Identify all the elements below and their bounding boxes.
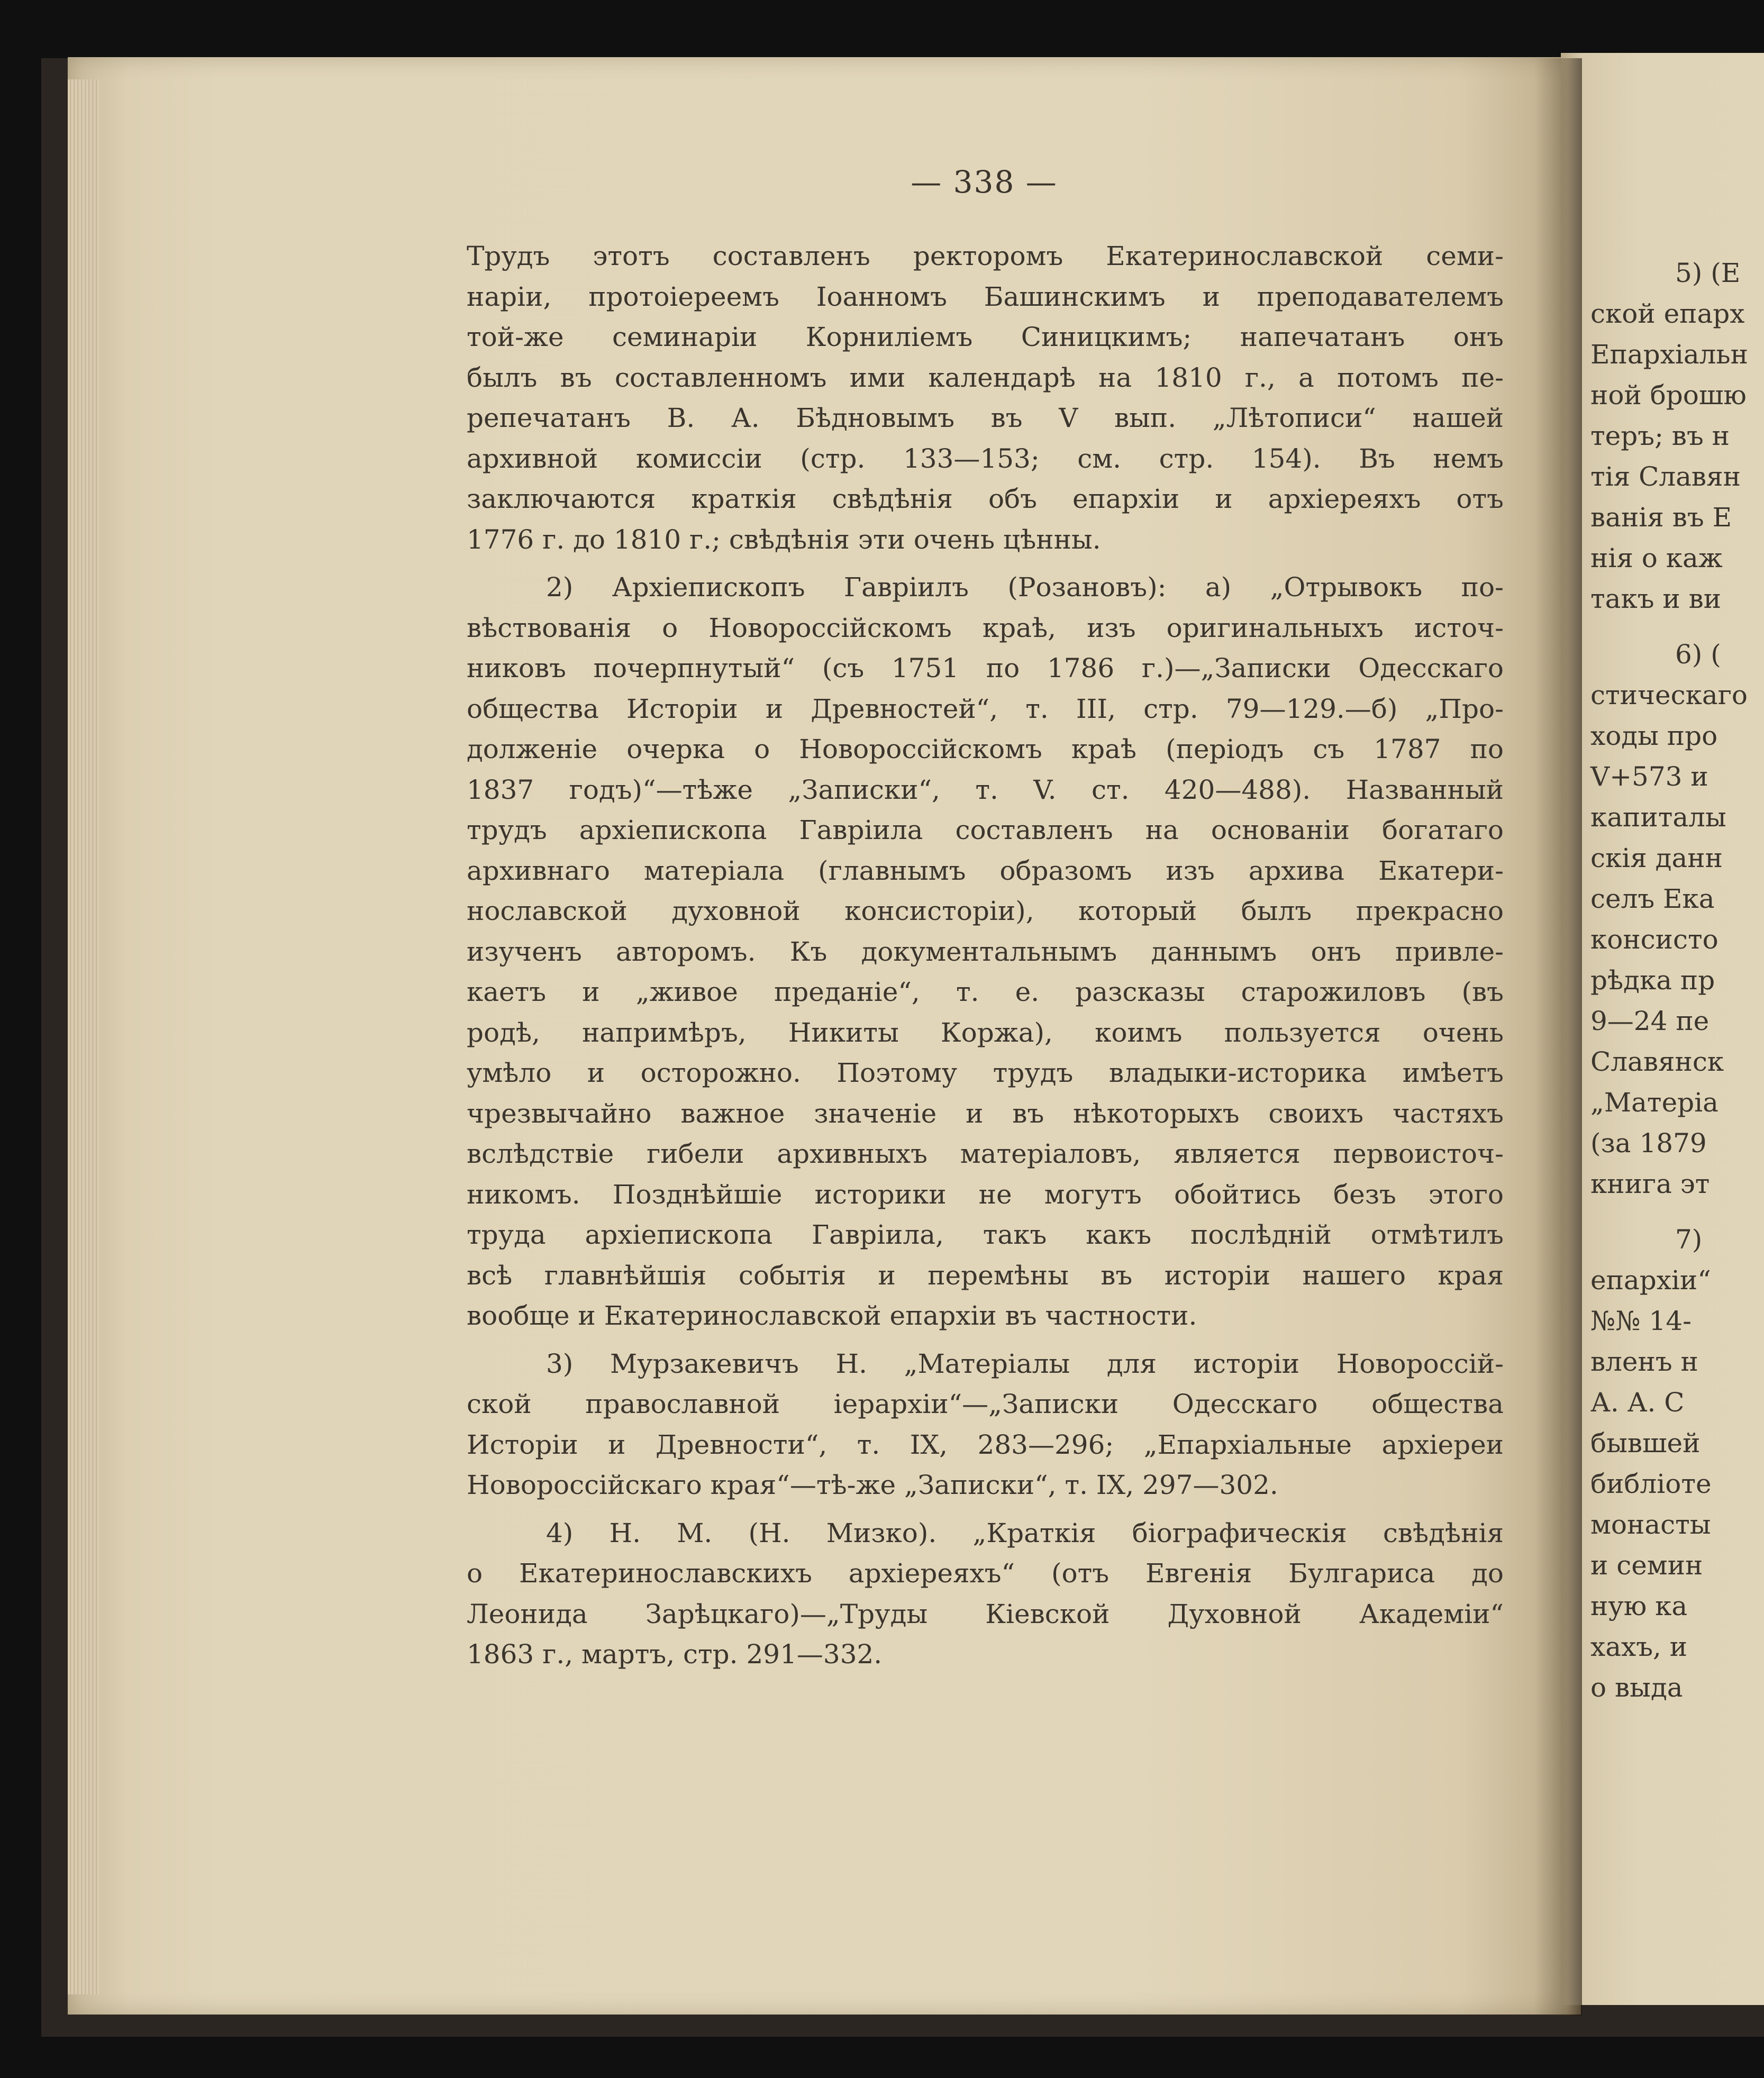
right-line: ной брошю — [1590, 380, 1747, 411]
right-line: бывшей — [1590, 1428, 1701, 1459]
text-line: былъ въ составленномъ ими календарѣ на 1810 г., а потомъ пе- — [467, 362, 1504, 393]
right-line: вленъ н — [1590, 1346, 1698, 1377]
right-line: А. А. С — [1590, 1387, 1685, 1418]
text-line: труда архіепископа Гавріила, такъ какъ послѣдній отмѣтилъ — [467, 1219, 1504, 1250]
text-line: вслѣдствіе гибели архивныхъ матеріаловъ, является первоисточ- — [467, 1138, 1504, 1169]
right-line: хахъ, и — [1590, 1632, 1688, 1662]
right-line: Епархіальн — [1590, 339, 1748, 370]
text-line: чрезвычайно важное значеніе и въ нѣкоторыхъ своихъ частяхъ — [467, 1098, 1504, 1129]
text-line: долженіе очерка о Новороссійскомъ краѣ (періодъ съ 1787 по — [467, 734, 1504, 764]
right-line: капиталы — [1590, 802, 1726, 833]
right-line: Славянск — [1590, 1046, 1724, 1077]
text-line: Исторіи и Древности“, т. IX, 283—296; „Епархіальные архіереи — [467, 1429, 1504, 1460]
right-line: 9—24 пе — [1590, 1006, 1710, 1036]
main-text — [467, 236, 1504, 1675]
text-line: каетъ и „живое преданіе“, т. е. разсказы старожиловъ (въ — [467, 977, 1504, 1007]
text-line: 1863 г., мартъ, стр. 291—332. — [467, 1639, 883, 1670]
text-line: Новороссійскаго края“—тѣ-же „Записки“, т. IX, 297—302. — [467, 1470, 1278, 1500]
right-line: „Матеріа — [1590, 1087, 1718, 1118]
text-line: всѣ главнѣйшія событія и перемѣны въ исторіи нашего края — [467, 1260, 1504, 1291]
text-line: 1776 г. до 1810 г.; свѣдѣнія эти очень цѣнны. — [467, 524, 1101, 555]
text-line: никовъ почерпнутый“ (съ 1751 по 1786 г.)—„Записки Одесскаго — [467, 653, 1504, 683]
right-line: и семин — [1590, 1550, 1703, 1581]
right-line: 6) ( — [1675, 639, 1721, 670]
text-line: репечатанъ В. А. Бѣдновымъ въ V вып. „Лѣтописи“ нашей — [467, 403, 1504, 433]
right-line: селъ Ека — [1590, 883, 1715, 914]
text-line: о Екатеринославскихъ архіереяхъ“ (отъ Евгенія Булгариса до — [467, 1558, 1504, 1589]
right-line: монасты — [1590, 1509, 1711, 1540]
right-line: скія данн — [1590, 843, 1723, 873]
text-line: наріи, протоіереемъ Іоанномъ Башинскимъ и преподавателемъ — [467, 281, 1504, 312]
text-line: заключаются краткія свѣдѣнія объ епархіи и архіереяхъ отъ — [467, 484, 1504, 514]
text-line: той-же семинаріи Корниліемъ Синицкимъ; напечатанъ онъ — [467, 322, 1504, 352]
text-line: умѣло и осторожно. Поэтому трудъ владыки-историка имѣетъ — [467, 1058, 1504, 1088]
text-line: вѣствованія о Новороссійскомъ краѣ, изъ оригинальныхъ источ- — [467, 612, 1504, 643]
right-page-text — [1590, 253, 1764, 1708]
text-line: 4) Н. М. (Н. Мизко). „Краткія біографическія свѣдѣнія — [546, 1517, 1504, 1548]
right-line: нія о каж — [1590, 543, 1723, 573]
text-line: нославской духовной консисторіи), который былъ прекрасно — [467, 896, 1504, 926]
right-line: ную ка — [1590, 1591, 1688, 1621]
text-line: Трудъ этотъ составленъ ректоромъ Екатеринославской семи- — [467, 241, 1504, 271]
right-line: такъ и ви — [1590, 584, 1722, 614]
right-line: консисто — [1590, 924, 1718, 955]
right-line: ходы про — [1590, 721, 1718, 751]
text-line: 3) Мурзакевичъ Н. „Матеріалы для исторіи Новороссій- — [546, 1348, 1504, 1379]
right-line: епархіи“ — [1590, 1265, 1711, 1296]
right-line: 5) (Е — [1675, 258, 1741, 288]
right-line: 7) — [1675, 1224, 1703, 1255]
right-line: библіоте — [1590, 1469, 1712, 1499]
text-line: Леонида Зарѣцкаго)—„Труды Кіевской Духовной Академіи“ — [467, 1598, 1504, 1629]
text-line: изученъ авторомъ. Къ документальнымъ даннымъ онъ привле- — [467, 936, 1504, 967]
right-line: (за 1879 — [1590, 1128, 1707, 1159]
right-page — [1561, 53, 1764, 2005]
right-line: теръ; въ н — [1590, 421, 1730, 451]
right-line: ской епарх — [1590, 298, 1745, 329]
text-line: архивной комиссіи (стр. 133—153; см. стр. 154). Въ немъ — [467, 443, 1504, 474]
right-line: ванія въ Е — [1590, 502, 1732, 533]
text-line: вообще и Екатеринославской епархіи въ частности. — [467, 1300, 1197, 1331]
right-line: №№ 14- — [1590, 1306, 1692, 1336]
page-edges — [68, 79, 99, 1994]
right-line: рѣдка пр — [1590, 965, 1715, 996]
text-line: общества Исторіи и Древностей“, т. III, стр. 79—129.—б) „Про- — [467, 693, 1504, 724]
text-line: ской православной іерархіи“—„Записки Одесскаго общества — [467, 1389, 1504, 1419]
page-number: — 338 — — [911, 164, 1058, 200]
right-line: стическаго — [1590, 680, 1748, 710]
text-line: трудъ архіепископа Гавріила составленъ на основаніи богатаго — [467, 815, 1504, 845]
right-line: о выда — [1590, 1672, 1683, 1703]
right-line: книга эт — [1590, 1169, 1710, 1199]
text-line: 1837 годъ)“—тѣже „Записки“, т. V. ст. 420—488). Названный — [467, 774, 1504, 805]
book-gutter — [1534, 58, 1582, 2016]
text-line: родѣ, напримѣръ, Никиты Коржа), коимъ пользуется очень — [467, 1017, 1504, 1048]
text-line: никомъ. Позднѣйшіе историки не могутъ обойтись безъ этого — [467, 1179, 1504, 1210]
right-line: V+573 и — [1590, 761, 1708, 792]
text-line: архивнаго матеріала (главнымъ образомъ изъ архива Екатери- — [467, 855, 1504, 886]
right-line: тія Славян — [1590, 461, 1741, 492]
text-line: 2) Архіепископъ Гавріилъ (Розановъ): а) „Отрывокъ по- — [546, 572, 1504, 603]
